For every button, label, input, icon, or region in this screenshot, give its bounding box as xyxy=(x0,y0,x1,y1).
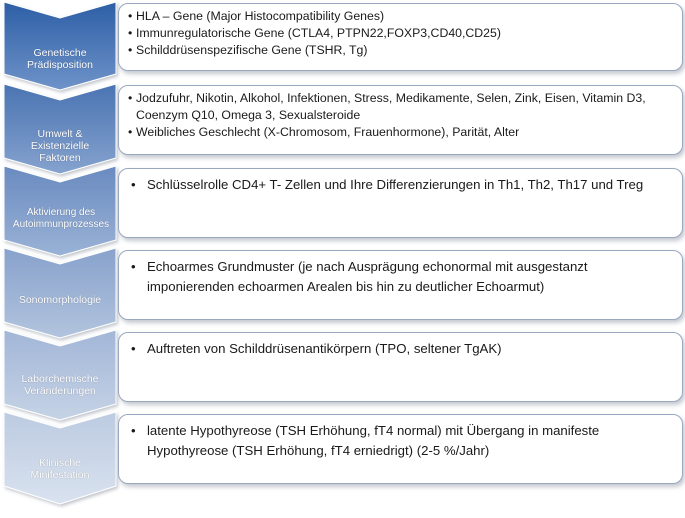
stage-box-laboratory xyxy=(118,332,683,402)
chevron-1 xyxy=(4,2,116,90)
stage-box-clinical xyxy=(118,414,683,484)
bullet-item: • latente Hypothyreose (TSH Erhöhung, fT4 normal) mit Übergang in manifeste Hypothyreose (TSH Erhöhung, fT4 erniedrigt) (2-5 %/Jahr) xyxy=(131,421,674,460)
stage-label-genetic: Genetische Prädisposition xyxy=(27,47,93,71)
bullet-list xyxy=(119,86,682,141)
stage-label-environment: Umwelt & Existenzielle Faktoren xyxy=(30,128,90,164)
stage-label-activation: Aktivierung des Autoimmunprozesses xyxy=(12,207,110,230)
bullet-list xyxy=(119,169,682,195)
bullet-list xyxy=(119,415,682,460)
bullet-item: • Schilddrüsenspezifische Gene (TSHR, Tg) xyxy=(128,42,674,59)
stage-label-clinical: Klinische Minifestation xyxy=(30,457,90,481)
bullet-item: • HLA – Gene (Major Histocompatibility Genes) xyxy=(128,8,674,25)
chevron-4 xyxy=(4,248,116,338)
bullet-item: • Echoarmes Grundmuster (je nach Ausprägung echonormal mit ausgestanzt imponierenden echoarmen Arealen bis hin zu deutlicher Echoarmut) xyxy=(131,257,674,296)
bullet-list xyxy=(119,333,682,359)
bullet-item: • Schlüsselrolle CD4+ T- Zellen und Ihre Differenzierungen in Th1, Th2, Th17 und Treg xyxy=(131,175,674,195)
bullet-list xyxy=(119,251,682,296)
bullet-item: • Immunregulatorische Gene (CTLA4, PTPN22,FOXP3,CD40,CD25) xyxy=(128,25,674,42)
stage-box-environment xyxy=(118,85,683,155)
stage-box-sonomorphology xyxy=(118,250,683,320)
stage-box-activation xyxy=(118,168,683,238)
bullet-item: • Auftreten von Schilddrüsenantikörpern (TPO, seltener TgAK) xyxy=(131,339,674,359)
bullet-item: • Jodzufuhr, Nikotin, Alkohol, Infektionen, Stress, Medikamente, Selen, Zink, Eisen, Vitamin D3, Coenzym Q10, Omega 3, Sexualsteroide xyxy=(128,90,674,124)
stage-label-laboratory: Laborchemische Veränderungen xyxy=(21,373,99,397)
stage-label-sonomorphology: Sonomorphologie xyxy=(18,294,102,306)
bullet-list xyxy=(119,4,682,59)
stage-box-genetic xyxy=(118,3,683,71)
bullet-item: • Weibliches Geschlecht (X-Chromosom, Frauenhormone), Parität, Alter xyxy=(128,124,674,141)
